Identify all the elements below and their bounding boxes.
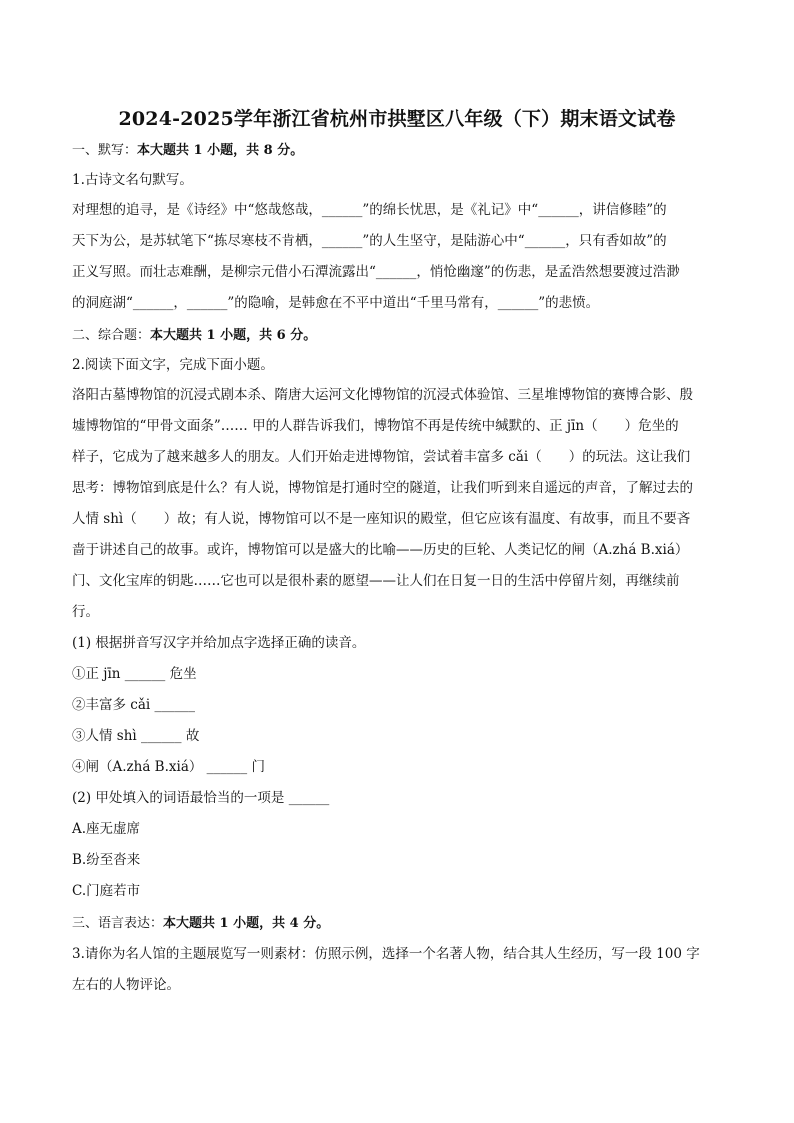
section-description: 本大题共 1 小题，共 6 分。 xyxy=(150,328,317,343)
passage-line: 门、文化宝库的钥匙……它也可以是很朴素的愿望——让人们在日复一日的生活中停留片刻，再继续前 xyxy=(72,573,680,589)
subquestion-1-item: ④闸（A.zhá B.xiá） ______ 门 xyxy=(72,759,265,775)
option-c: C.门庭若市 xyxy=(72,883,141,899)
subquestion-2-stem: (2) 甲处填入的词语最恰当的一项是 ______ xyxy=(72,790,330,806)
question-1-line: 天下为公，是苏轼笔下“拣尽寒枝不肯栖，______”的人生坚守，是陆游心中“______，只有香如故”的 xyxy=(72,233,667,249)
passage-line: 样子，它成为了越来越多人的朋友。人们开始走进博物馆，尝试着丰富多 cǎi（ ）的玩法。这让我们 xyxy=(72,449,691,465)
section-number: 二、综合题： xyxy=(72,328,151,343)
question-1-line: 的洞庭湖“______，______”的隐喻，是韩愈在不平中道出“千里马常有，______”的悲愤。 xyxy=(72,295,600,311)
passage-line: 行。 xyxy=(72,604,99,620)
passage-line: 思考：博物馆到底是什么？有人说，博物馆是打通时空的隧道，让我们听到来自遥远的声音，了解过去的 xyxy=(72,480,693,496)
question-1-line: 对理想的追寻，是《诗经》中“悠哉悠哉，______”的绵长忧思，是《礼记》中“______，讲信修睦”的 xyxy=(72,202,667,218)
question-3-stem: 左右的人物评论。 xyxy=(72,977,180,993)
passage-line: 洛阳古墓博物馆的沉浸式剧本杀、隋唐大运河文化博物馆的沉浸式体验馆、三星堆博物馆的赛博合影、殷 xyxy=(72,387,693,403)
question-1-stem: 1.古诗文名句默写。 xyxy=(72,172,193,188)
passage-line: 人情 shì（ ）故；有人说，博物馆可以不是一座知识的殿堂，但它应该有温度、有故事，而且不要吝 xyxy=(72,511,691,527)
section-description: 本大题共 1 小题，共 4 分。 xyxy=(163,916,330,931)
subquestion-1-item: ②丰富多 cǎi ______ xyxy=(72,697,196,713)
section-heading-3 xyxy=(72,913,722,935)
subquestion-1-item: ③人情 shì ______ 故 xyxy=(72,728,200,744)
passage-line: 墟博物馆的“甲骨文面条”…… 甲的人群告诉我们，博物馆不再是传统中缄默的、正 jīn（ ）危坐的 xyxy=(72,418,679,434)
section-heading-1 xyxy=(72,140,722,162)
exam-title: 2024-2025学年浙江省杭州市拱墅区八年级（下）期末语文试卷 xyxy=(118,108,676,130)
section-description: 本大题共 1 小题，共 8 分。 xyxy=(137,143,304,158)
section-number: 一、默写： xyxy=(72,143,138,158)
option-a: A.座无虚席 xyxy=(72,821,141,837)
option-b: B.纷至沓来 xyxy=(72,852,141,868)
section-number: 三、语言表达： xyxy=(72,916,164,931)
section-heading-2 xyxy=(72,325,722,347)
subquestion-1-stem: (1) 根据拼音写汉字并给加点字选择正确的读音。 xyxy=(72,635,366,651)
subquestion-1-item: ①正 jīn ______ 危坐 xyxy=(72,666,197,682)
question-1-line: 正义写照。而壮志难酬，是柳宗元借小石潭流露出“______，悄怆幽邃”的伤悲，是孟浩然想要渡过浩渺 xyxy=(72,264,680,280)
question-3-stem: 3.请你为名人馆的主题展览写一则素材：仿照示例，选择一个名著人物，结合其人生经历，写一段 100 字 xyxy=(72,946,700,962)
question-2-stem: 2.阅读下面文字，完成下面小题。 xyxy=(72,357,274,373)
passage-line: 啬于讲述自己的故事。或许，博物馆可以是盛大的比喻——历史的巨轮、人类记忆的闸（A.zhá B.xiá） xyxy=(72,542,689,558)
